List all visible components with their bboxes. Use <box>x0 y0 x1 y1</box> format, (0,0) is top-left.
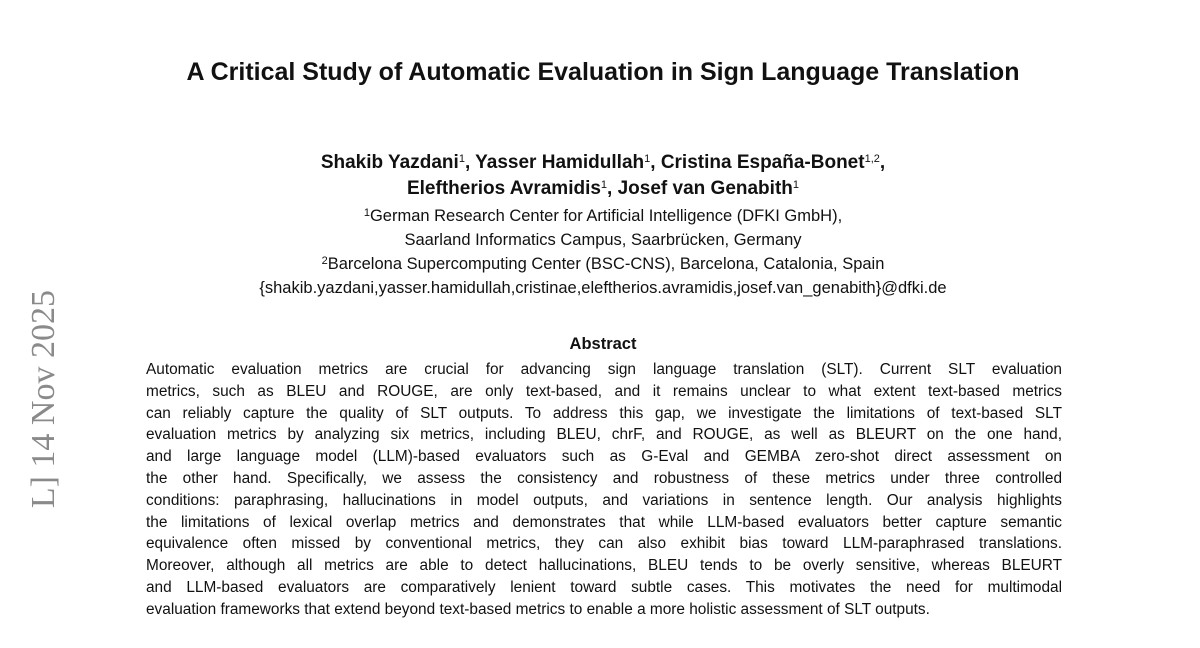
author-line-1: Shakib Yazdani$^1$, Yasser Hamidullah$^1$, Cristina España-Bonet$^{1,2}$, <box>320 152 886 173</box>
affiliation-marker: 2 <box>321 254 328 267</box>
author-line-2: Eleftherios Avramidis$^1$, Josef van Genabith$^1$ <box>406 178 800 199</box>
abstract-heading: Abstract <box>569 335 637 353</box>
abstract-line: equivalence often missed by conventional metrics, they can also exhibit bias toward LLM-paraphrased translations. <box>146 535 1062 553</box>
author-name: Yasser Hamidullah <box>475 152 645 173</box>
affiliation-marker: 1,2 <box>864 152 880 165</box>
abstract-line: evaluation metrics by analyzing six metrics, including BLEU, chrF, and ROUGE, as well as BLEURT on the one hand, <box>146 426 1062 444</box>
abstract-line: Automatic evaluation metrics are crucial for advancing sign language translation (SLT). Current SLT evaluation <box>146 361 1062 378</box>
affiliation-marker: 1 <box>600 178 608 191</box>
affiliation-marker: 1 <box>458 152 465 165</box>
author-name: Shakib Yazdani <box>320 152 459 173</box>
abstract-line: Moreover, although all metrics are able to detect hallucinations, BLEU tends to be overly sensitive, whereas BLEURT <box>146 557 1062 575</box>
arxiv-side-stamp: L] 14 Nov 2025 <box>25 290 62 509</box>
affiliation-marker: 1 <box>363 206 370 219</box>
abstract-line: and large language model (LLM)-based evaluators such as G-Eval and GEMBA zero-shot direct assessment on <box>146 448 1062 466</box>
abstract-line: the other hand. Specifically, we assess the consistency and robustness of these metrics under three controlled <box>146 469 1062 487</box>
paper-title: A Critical Study of Automatic Evaluation in Sign Language Translation <box>186 58 1020 86</box>
author-name: Cristina España-Bonet <box>660 152 865 173</box>
author-list <box>150 150 1056 202</box>
author-name: Josef van Genabith <box>617 178 793 199</box>
abstract-line: metrics, such as BLEU and ROUGE, are only text-based, and it remains unclear to what extent text-based metrics <box>146 382 1062 400</box>
affiliation-1-line-1 <box>150 204 1056 228</box>
abstract-line: can reliably capture the quality of SLT outputs. To address this gap, we investigate the limitations of text-based SLT <box>146 404 1062 422</box>
abstract-line: conditions: paraphrasing, hallucinations in model outputs, and variations in sentence length. Our analysis highlights <box>146 491 1062 509</box>
abstract-line: evaluation frameworks that extend beyond text-based metrics to enable a more holistic assessment of SLT outputs. <box>146 600 930 618</box>
author-emails: {shakib.yazdani,yasser.hamidullah,cristinae,eleftherios.avramidis,josef.van_genabith}@dfki.de <box>259 279 947 297</box>
affiliation-marker: 1 <box>644 152 651 165</box>
affiliations <box>150 204 1056 300</box>
affiliation-marker: 1 <box>792 178 800 191</box>
affiliation-1-line-2: Saarland Informatics Campus, Saarbrücken, Germany <box>404 231 802 249</box>
affiliation-text: Barcelona Supercomputing Center (BSC-CNS), Barcelona, Catalonia, Spain <box>327 255 885 273</box>
abstract-line: the limitations of lexical overlap metrics and demonstrates that while LLM-based evaluators better capture semantic <box>146 513 1062 531</box>
author-name: Eleftherios Avramidis <box>406 178 601 199</box>
affiliation-2-line-1 <box>150 252 1056 276</box>
abstract-body <box>146 359 1062 621</box>
affiliation-text: German Research Center for Artificial Intelligence (DFKI GmbH), <box>369 207 843 225</box>
abstract-line: and LLM-based evaluators are comparatively lenient toward subtle cases. This motivates the need for multimodal <box>146 578 1062 596</box>
